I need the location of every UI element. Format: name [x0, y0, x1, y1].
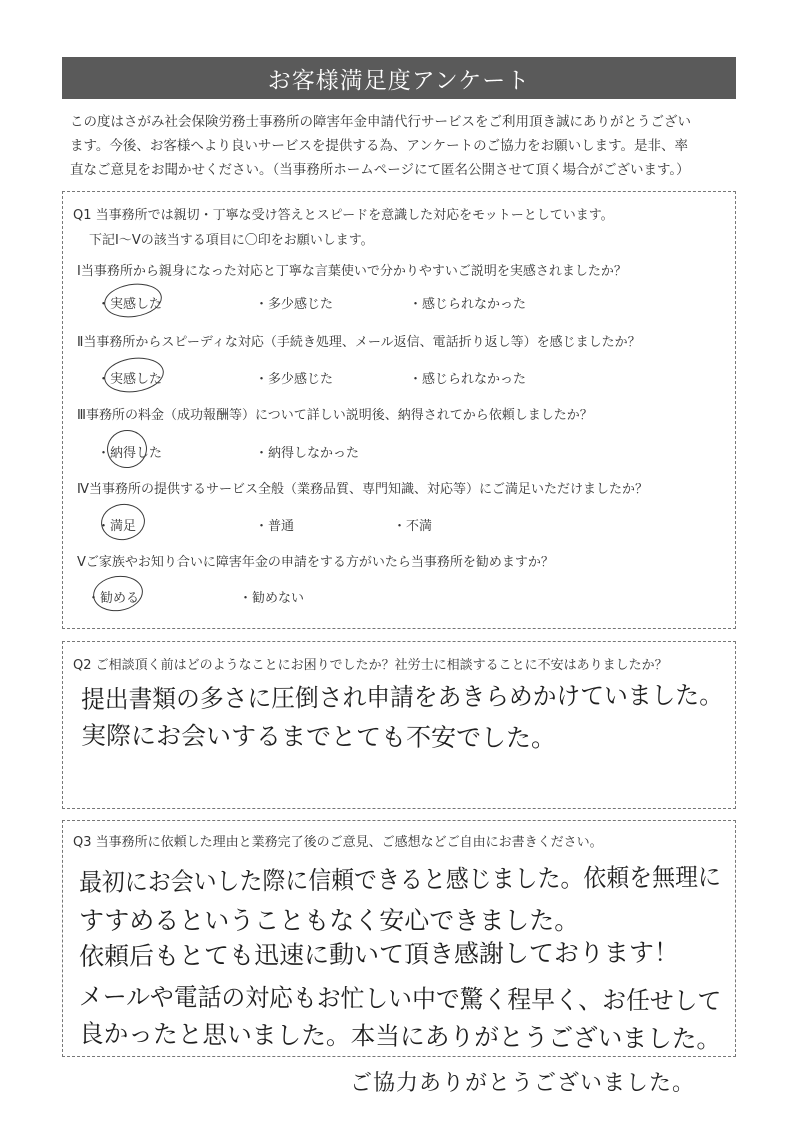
q3-section [62, 820, 736, 1057]
q1-item-2-option-1[interactable]: ・実感した [97, 372, 163, 387]
q3-answer-line: 依頼后もとても迅速に動いて頂き感謝しております！ [78, 937, 680, 971]
selection-circle [102, 280, 164, 321]
intro-line: 直なご意見をお聞かせください。（当事務所ホームページにて匿名公開させて頂く場合がございます。） [70, 162, 690, 178]
q1-item-1-option-3[interactable]: ・感じられなかった [409, 297, 527, 312]
q1-item-4-question: Ⅳ当事務所の提供するサービス全般（業務品質、専門知識、対応等）にご満足いただけましたか？ [77, 482, 648, 497]
q3-answer-line: 最初にお会いした際に信頼できると感じました。依頼を無理に [78, 862, 722, 897]
intro-text [70, 110, 738, 182]
q1-item-5-question: Ⅴご家族やお知り合いに障害年金の申請をする方がいたら当事務所を勧めますか？ [77, 555, 554, 570]
q3-prompt: Q3 当事務所に依頼した理由と業務完了後のご意見、ご感想などご自由にお書きください。 [73, 835, 603, 850]
q1-instruction: 下記Ⅰ～Ⅴの該当する項目に〇印をお願いします。 [89, 233, 374, 248]
selection-circle [102, 354, 166, 396]
selection-circle [91, 573, 145, 615]
q1-item-4-option-1[interactable]: ・満足 [97, 519, 137, 534]
q1-item-3-option-2[interactable]: ・納得しなかった [255, 446, 360, 461]
q1-item-5-option-2[interactable]: ・勧めない [239, 591, 305, 606]
survey-title: お客様満足度アンケート [62, 57, 736, 99]
q1-item-3-question: Ⅲ事務所の料金（成功報酬等）について詳しい説明後、納得されてから依頼しましたか？ [77, 408, 593, 423]
q1-item-1-option-2[interactable]: ・多少感じた [255, 297, 334, 312]
selection-circle [99, 501, 148, 543]
q1-section [62, 191, 736, 629]
q1-item-1-question: Ⅰ当事務所から親身になった対応と丁寧な言葉使いで分かりやすいご説明を実感されましたか？ [77, 264, 627, 279]
q2-answer-line: 提出書類の多さに圧倒され申請をあきらめかけていました。 [80, 680, 724, 714]
q1-item-3-option-1[interactable]: ・納得した [97, 446, 163, 461]
selection-circle [105, 427, 150, 470]
intro-line: この度はさがみ社会保険労務士事務所の障害年金申請代行サービスをご利用頂き誠にありがとうござい [70, 114, 691, 130]
q1-item-2-question: Ⅱ当事務所からスピーディな対応（手続き処理、メール返信、電話折り返し等）を感じましたか？ [77, 335, 641, 350]
q2-answer-line: 実際にお会いするまでとても不安でした。 [80, 721, 557, 753]
q1-item-1-option-1[interactable]: ・実感した [97, 297, 163, 312]
q3-answer-line: メールや電話の対応もお忙しい中で驚く程早く、お任せして [78, 982, 722, 1016]
q1-prompt: Q1 当事務所では親切・丁寧な受け答えとスピードを意識した対応をモットーとしています。 [73, 208, 614, 223]
q2-section [62, 641, 736, 809]
q1-item-5-option-1[interactable]: ・勧める [87, 591, 140, 606]
q1-item-2-option-2[interactable]: ・多少感じた [255, 372, 334, 387]
q1-item-4-option-3[interactable]: ・不満 [393, 519, 433, 534]
q2-prompt: Q2 ご相談頂く前はどのようなことにお困りでしたか？社労士に相談することに不安はありましたか？ [73, 658, 668, 673]
q3-answer-line: 良かったと思いました。本当にありがとうございました。 [78, 1019, 722, 1054]
q3-answer-line: すすめるということもなく安心できました。 [79, 906, 580, 935]
closing-message: ご協力ありがとうございました。 [350, 1071, 696, 1096]
q1-item-2-option-3[interactable]: ・感じられなかった [409, 372, 527, 387]
intro-line: ます。今後、お客様へより良いサービスを提供する為、アンケートのご協力をお願いします。是非、率 [70, 138, 689, 154]
q1-item-4-option-2[interactable]: ・普通 [255, 519, 295, 534]
